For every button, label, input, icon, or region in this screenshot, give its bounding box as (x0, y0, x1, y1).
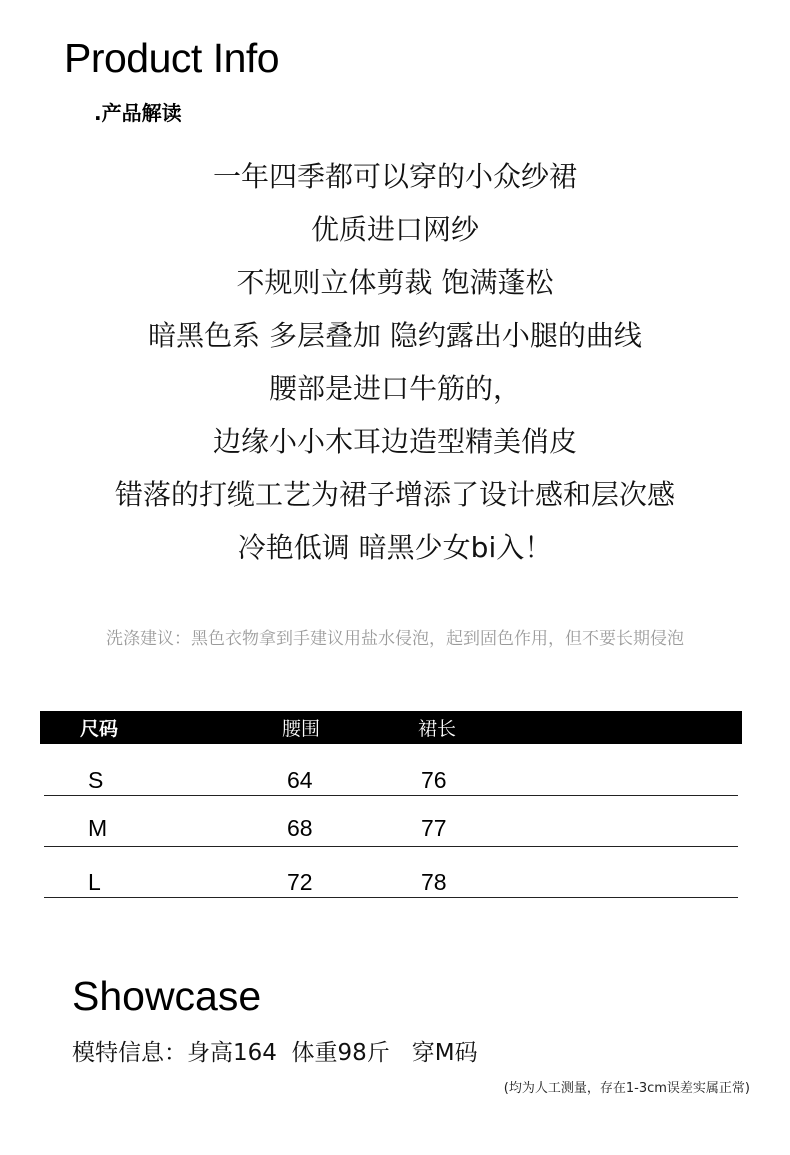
description-line: 优质进口网纱 (310, 213, 479, 246)
model-info: 模特信息：身高164 体重98斤 穿M码 (72, 1040, 478, 1066)
measurement-note: (均为人工测量，存在1-3cm误差实属正常) (503, 1081, 750, 1096)
size-cell: S (88, 767, 104, 793)
description-line: 暗黑色系 多层叠加 隐约露出小腿的曲线 (148, 319, 642, 352)
length-cell: 78 (421, 869, 447, 895)
product-interpretation-subtitle: .产品解读 (94, 101, 182, 125)
size-cell: M (88, 815, 108, 841)
waist-cell: 64 (287, 767, 313, 793)
length-cell: 76 (421, 767, 447, 793)
size-row-m (44, 796, 738, 847)
description-line: 边缘小小木耳边造型精美俏皮 (212, 425, 577, 458)
header-waist: 腰围 (282, 718, 321, 740)
length-cell: 77 (421, 815, 447, 841)
product-description (0, 150, 790, 574)
showcase-title: Showcase (72, 973, 262, 1019)
size-table-header (40, 711, 742, 744)
description-line: 错落的打缆工艺为裙子增添了设计感和层次感 (114, 478, 675, 511)
header-skirt-length: 裙长 (418, 718, 457, 740)
description-line: 不规则立体剪裁 饱满蓬松 (236, 266, 554, 299)
description-line: 冷艳低调 暗黑少女bi入！ (237, 531, 553, 564)
description-line: 一年四季都可以穿的小众纱裙 (212, 160, 577, 193)
size-row-s (44, 744, 738, 796)
size-row-l (44, 847, 738, 898)
waist-cell: 68 (287, 815, 313, 841)
care-tip: 洗涤建议：黑色衣物拿到手建议用盐水侵泡，起到固色作用，但不要长期侵泡 (106, 629, 684, 649)
product-info-title: Product Info (64, 35, 280, 81)
waist-cell: 72 (287, 869, 313, 895)
size-cell: L (88, 869, 101, 895)
description-line: 腰部是进口牛筋的， (268, 372, 521, 405)
header-size: 尺码 (80, 718, 119, 740)
